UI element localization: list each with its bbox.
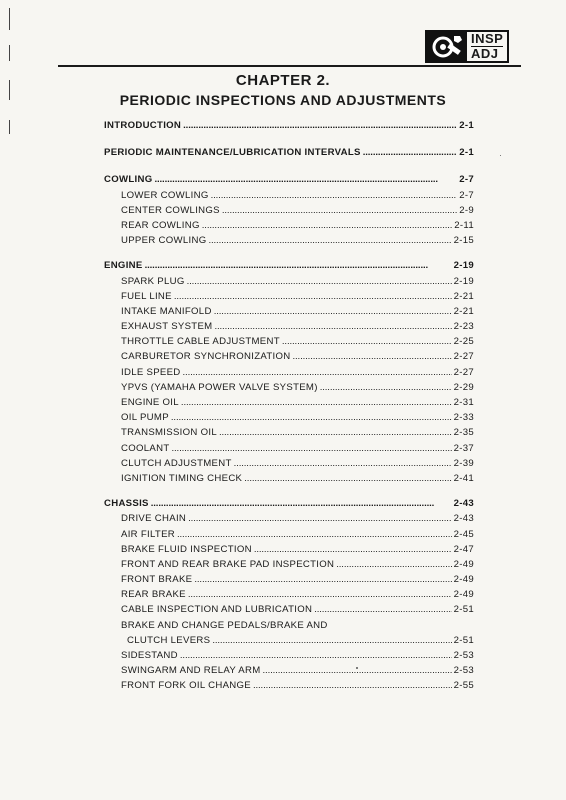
toc-page: 2-25 bbox=[453, 336, 474, 348]
toc-entry[interactable] bbox=[104, 336, 474, 351]
toc-entry[interactable] bbox=[104, 235, 474, 250]
toc-entry[interactable] bbox=[104, 397, 474, 412]
toc-label: DRIVE CHAIN bbox=[121, 513, 187, 525]
leader-dots bbox=[180, 650, 452, 661]
toc-label: ENGINE OIL bbox=[121, 397, 179, 408]
leader-dots bbox=[183, 120, 457, 131]
toc-entry[interactable] bbox=[104, 291, 474, 306]
toc-entry[interactable] bbox=[104, 458, 474, 473]
leader-dots bbox=[363, 147, 458, 158]
toc-page: 2-23 bbox=[453, 321, 474, 333]
toc-page: 2-11 bbox=[454, 219, 474, 231]
toc-entry[interactable] bbox=[104, 412, 474, 427]
toc-page: 2-49 bbox=[453, 589, 474, 601]
toc-page: 2-33 bbox=[453, 412, 474, 424]
toc-entry[interactable] bbox=[104, 351, 474, 366]
toc-page: 2-1 bbox=[459, 120, 474, 131]
page-speck bbox=[356, 667, 358, 669]
header-rule bbox=[58, 65, 521, 67]
toc-page: 2-1 bbox=[459, 147, 474, 159]
toc-section-cowling[interactable] bbox=[104, 174, 474, 189]
toc-label: LOWER COWLING bbox=[121, 189, 209, 201]
leader-dots bbox=[292, 351, 451, 362]
toc-label: THROTTLE CABLE ADJUSTMENT bbox=[121, 336, 280, 348]
toc-page: 2-51 bbox=[453, 634, 474, 646]
toc-page: 2-49 bbox=[453, 558, 474, 570]
toc-label: SPARK PLUG bbox=[121, 275, 185, 287]
toc-page: 2-55 bbox=[453, 680, 474, 692]
toc-entry[interactable] bbox=[104, 190, 474, 205]
toc-label: ENGINE bbox=[104, 260, 143, 272]
toc-entry[interactable] bbox=[104, 604, 474, 619]
toc-label: FRONT AND REAR BRAKE PAD INSPECTION bbox=[121, 558, 335, 570]
leader-dots bbox=[208, 235, 451, 246]
leader-dots bbox=[222, 205, 457, 216]
leader-dots bbox=[183, 367, 452, 378]
toc-label: EXHAUST SYSTEM bbox=[121, 321, 213, 333]
toc-page: 2-19 bbox=[453, 275, 474, 287]
toc-label: FUEL LINE bbox=[121, 290, 172, 302]
leader-dots bbox=[314, 604, 451, 615]
page-speck bbox=[500, 155, 501, 156]
leader-dots bbox=[219, 427, 452, 438]
toc-entry[interactable] bbox=[104, 680, 474, 695]
leader-dots bbox=[181, 397, 452, 408]
toc-entry[interactable] bbox=[104, 205, 474, 220]
toc-page: 2-43 bbox=[453, 498, 474, 510]
toc-page: 2-43 bbox=[453, 513, 474, 525]
leader-dots bbox=[320, 382, 452, 393]
toc-page: 2-39 bbox=[453, 457, 474, 469]
toc-entry-introduction[interactable] bbox=[104, 120, 474, 135]
table-of-contents bbox=[104, 120, 474, 696]
toc-entry[interactable] bbox=[104, 220, 474, 235]
toc-label: CLUTCH LEVERS bbox=[127, 634, 211, 646]
badge-line2: ADJ bbox=[471, 46, 503, 61]
toc-page: 2-45 bbox=[453, 528, 474, 540]
toc-entry[interactable] bbox=[104, 665, 474, 680]
toc-label: TRANSMISSION OIL bbox=[121, 427, 217, 439]
toc-entry[interactable] bbox=[104, 513, 474, 528]
leader-dots bbox=[253, 680, 452, 691]
section-badge bbox=[425, 30, 509, 63]
leader-dots bbox=[202, 220, 453, 231]
toc-label: INTAKE MANIFOLD bbox=[121, 305, 212, 317]
toc-page: 2-15 bbox=[453, 235, 474, 247]
toc-section-chassis[interactable] bbox=[104, 498, 474, 513]
toc-label: IDLE SPEED bbox=[121, 366, 181, 378]
leader-dots bbox=[244, 473, 451, 484]
toc-label: CENTER COWLINGS bbox=[121, 204, 220, 216]
toc-entry[interactable] bbox=[104, 544, 474, 559]
toc-page: 2-29 bbox=[453, 381, 474, 393]
leader-dots bbox=[151, 498, 452, 509]
leader-dots bbox=[171, 412, 452, 423]
toc-entry[interactable] bbox=[104, 529, 474, 544]
toc-entry[interactable] bbox=[104, 306, 474, 321]
leader-dots bbox=[336, 559, 451, 570]
toc-entry[interactable] bbox=[104, 367, 474, 382]
toc-entry[interactable] bbox=[104, 321, 474, 336]
leader-dots bbox=[234, 458, 452, 469]
toc-page: 2-7 bbox=[459, 189, 474, 201]
toc-page: 2-9 bbox=[459, 204, 474, 216]
toc-label: BRAKE FLUID INSPECTION bbox=[121, 543, 252, 555]
toc-label: COOLANT bbox=[121, 442, 170, 454]
chapter-subtitle: PERIODIC INSPECTIONS AND ADJUSTMENTS bbox=[119, 92, 447, 108]
wrench-gear-icon bbox=[427, 32, 467, 61]
toc-entry[interactable] bbox=[104, 443, 474, 458]
toc-entry[interactable] bbox=[104, 574, 474, 589]
leader-dots bbox=[194, 574, 451, 585]
toc-page: 2-49 bbox=[453, 574, 474, 586]
toc-entry[interactable] bbox=[104, 382, 474, 397]
toc-page: 2-37 bbox=[453, 442, 474, 454]
leader-dots bbox=[254, 544, 452, 555]
toc-label: UPPER COWLING bbox=[121, 235, 207, 247]
toc-page: 2-35 bbox=[453, 427, 474, 439]
toc-entry-maintenance[interactable] bbox=[104, 147, 474, 162]
toc-label: SWINGARM AND RELAY ARM bbox=[121, 665, 261, 677]
leader-dots bbox=[211, 190, 458, 201]
leader-dots bbox=[212, 635, 451, 646]
binding-mark bbox=[9, 8, 10, 30]
toc-label: INTRODUCTION bbox=[104, 120, 182, 131]
toc-label: COWLING bbox=[104, 174, 153, 186]
toc-chassis-list bbox=[104, 513, 474, 695]
toc-label: OIL PUMP bbox=[121, 412, 169, 424]
toc-label: CARBURETOR SYNCHRONIZATION bbox=[121, 351, 291, 363]
binding-mark bbox=[9, 120, 10, 134]
toc-page: 2-7 bbox=[459, 174, 474, 186]
leader-dots bbox=[188, 513, 451, 524]
toc-page: 2-21 bbox=[453, 305, 474, 317]
toc-entry[interactable] bbox=[104, 427, 474, 442]
binding-mark bbox=[9, 45, 10, 61]
toc-label: SIDESTAND bbox=[121, 650, 178, 661]
toc-entry[interactable] bbox=[104, 276, 474, 291]
toc-page: 2-19 bbox=[453, 260, 474, 272]
toc-entry[interactable] bbox=[104, 559, 474, 574]
toc-section-engine[interactable] bbox=[104, 260, 474, 275]
toc-page: 2-27 bbox=[453, 366, 474, 378]
toc-page: 2-53 bbox=[453, 665, 474, 677]
toc-label: AIR FILTER bbox=[121, 528, 175, 540]
toc-label: FRONT BRAKE bbox=[121, 574, 193, 586]
toc-engine-list bbox=[104, 276, 474, 489]
toc-page: 2-41 bbox=[453, 472, 474, 484]
leader-dots bbox=[282, 336, 452, 347]
toc-label: BRAKE AND CHANGE PEDALS/BRAKE AND bbox=[121, 619, 328, 631]
toc-page: 2-27 bbox=[453, 351, 474, 363]
leader-dots bbox=[145, 260, 452, 271]
toc-page: 2-47 bbox=[453, 543, 474, 555]
toc-label: YPVS (YAMAHA POWER VALVE SYSTEM) bbox=[121, 381, 318, 393]
badge-line1: INSP bbox=[471, 31, 504, 46]
leader-dots bbox=[214, 321, 451, 332]
leader-dots bbox=[174, 291, 452, 302]
toc-page: 2-31 bbox=[453, 397, 474, 408]
toc-entry[interactable] bbox=[104, 635, 474, 650]
toc-label: REAR BRAKE bbox=[121, 589, 186, 601]
toc-label: CLUTCH ADJUSTMENT bbox=[121, 457, 232, 469]
toc-label: REAR COWLING bbox=[121, 219, 200, 231]
toc-entry[interactable] bbox=[104, 473, 474, 488]
toc-label: CHASSIS bbox=[104, 498, 149, 510]
toc-page: 2-51 bbox=[453, 604, 474, 616]
leader-dots bbox=[187, 276, 452, 287]
toc-page: 2-53 bbox=[453, 650, 474, 661]
chapter-title: CHAPTER 2. bbox=[235, 72, 331, 89]
toc-entry[interactable] bbox=[104, 620, 474, 635]
toc-entry[interactable] bbox=[104, 650, 474, 665]
leader-dots bbox=[214, 306, 452, 317]
leader-dots bbox=[177, 529, 452, 540]
toc-label: FRONT FORK OIL CHANGE bbox=[121, 680, 251, 692]
toc-label: CABLE INSPECTION AND LUBRICATION bbox=[121, 604, 313, 616]
leader-dots bbox=[188, 589, 452, 600]
toc-cowling-list bbox=[104, 190, 474, 251]
toc-entry[interactable] bbox=[104, 589, 474, 604]
toc-label: IGNITION TIMING CHECK bbox=[121, 472, 243, 484]
leader-dots bbox=[154, 174, 457, 185]
toc-page: 2-21 bbox=[453, 290, 474, 302]
leader-dots bbox=[171, 443, 451, 454]
toc-label: PERIODIC MAINTENANCE/LUBRICATION INTERVALS bbox=[104, 147, 361, 159]
